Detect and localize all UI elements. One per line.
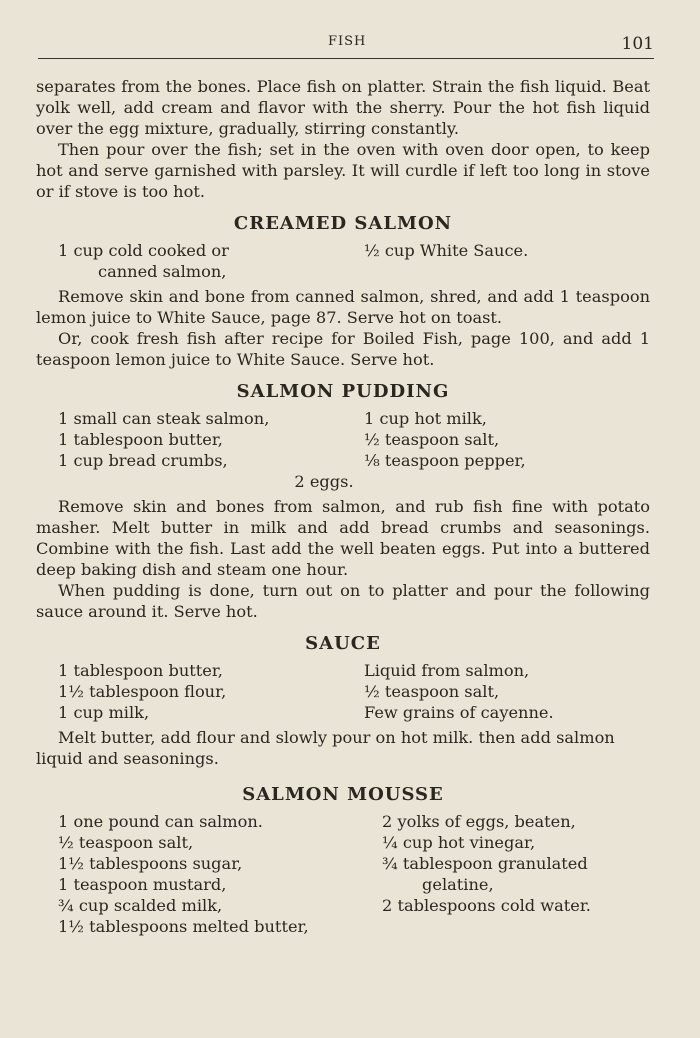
salmon-pudding-paragraph-1: Remove skin and bones from salmon, and rub fish fine with potato masher. Melt butter in milk and add bread crumbs and seasonings. Combine with the fish. Last add the well beaten eggs. Put into a buttered deep baking dish and steam one hour. (36, 497, 650, 579)
ingredient: ¾ tablespoon granulated (382, 854, 588, 873)
ingredient: 1 tablespoon butter, (58, 430, 223, 449)
ingredient: 1½ tablespoons melted butter, (58, 917, 309, 936)
ingredient: 1 tablespoon butter, (58, 661, 223, 680)
header-rule (38, 58, 654, 59)
ingredients-creamed-salmon (36, 240, 650, 282)
running-head: FISH (328, 34, 367, 49)
ingredient: canned salmon, (98, 262, 227, 281)
ingredient: 1 cup bread crumbs, (58, 451, 228, 470)
ingredient: gelatine, (422, 875, 494, 894)
salmon-pudding-paragraph-2: When pudding is done, turn out on to platter and pour the following sauce around it. Serve hot. (36, 581, 650, 621)
ingredients-column-left (58, 811, 348, 937)
ingredient: ½ teaspoon salt, (58, 833, 194, 852)
ingredient: ¾ cup scalded milk, (58, 896, 223, 915)
recipe-title-sauce: SAUCE (305, 633, 381, 654)
creamed-salmon-paragraph-1: Remove skin and bone from canned salmon, shred, and add 1 teaspoon lemon juice to White Sauce, page 87. Serve hot on toast. (36, 287, 650, 327)
page-body (36, 76, 650, 941)
intro-paragraph-1: separates from the bones. Place fish on platter. Strain the fish liquid. Beat yolk well, add cream and flavor with the sherry. Pour the hot fish liquid over the egg mixture, gradually, stirring constantly. (36, 77, 650, 138)
ingredient: 2 tablespoons cold water. (382, 896, 591, 915)
ingredient: Few grains of cayenne. (364, 703, 554, 722)
sauce-paragraph-1: Melt butter, add flour and slowly pour on hot milk. then add salmon liquid and seasonings. (36, 728, 615, 768)
ingredients-salmon-pudding (36, 408, 650, 492)
ingredient: 1 cup milk, (58, 703, 150, 722)
ingredient: ½ cup White Sauce. (364, 241, 529, 260)
ingredient: 1 one pound can salmon. (58, 812, 263, 831)
ingredient: Liquid from salmon, (364, 661, 530, 680)
ingredient: 1 teaspoon mustard, (58, 875, 227, 894)
ingredients-salmon-mousse (36, 811, 650, 937)
ingredient: ⅛ teaspoon pepper, (364, 451, 526, 470)
recipe-title-creamed-salmon: CREAMED SALMON (233, 213, 453, 234)
page-header (38, 30, 654, 66)
ingredients-column-right (382, 811, 650, 937)
ingredients-sauce (36, 660, 650, 723)
page-number: 101 (621, 34, 654, 54)
ingredient: ½ teaspoon salt, (364, 682, 500, 701)
ingredient: 1 cup cold cooked or (58, 241, 229, 260)
ingredient: 1 cup hot milk, (364, 409, 487, 428)
ingredient: 1 small can steak salmon, (58, 409, 270, 428)
recipe-title-salmon-mousse: SALMON MOUSSE (242, 784, 444, 805)
ingredient: 1½ tablespoon flour, (58, 682, 227, 701)
ingredient: 2 yolks of eggs, beaten, (382, 812, 576, 831)
ingredient: ¼ cup hot vinegar, (382, 833, 536, 852)
ingredient: 1½ tablespoons sugar, (58, 854, 243, 873)
intro-paragraph-2: Then pour over the fish; set in the oven with oven door open, to keep hot and serve garnished with parsley. It will curdle if left too long in stove or if stove is too hot. (36, 140, 650, 201)
ingredient: 2 eggs. (294, 472, 354, 491)
creamed-salmon-paragraph-2: Or, cook fresh fish after recipe for Boiled Fish, page 100, and add 1 teaspoon lemon juice to White Sauce. Serve hot. (36, 329, 650, 369)
recipe-title-salmon-pudding: SALMON PUDDING (236, 381, 450, 402)
ingredient: ½ teaspoon salt, (364, 430, 500, 449)
